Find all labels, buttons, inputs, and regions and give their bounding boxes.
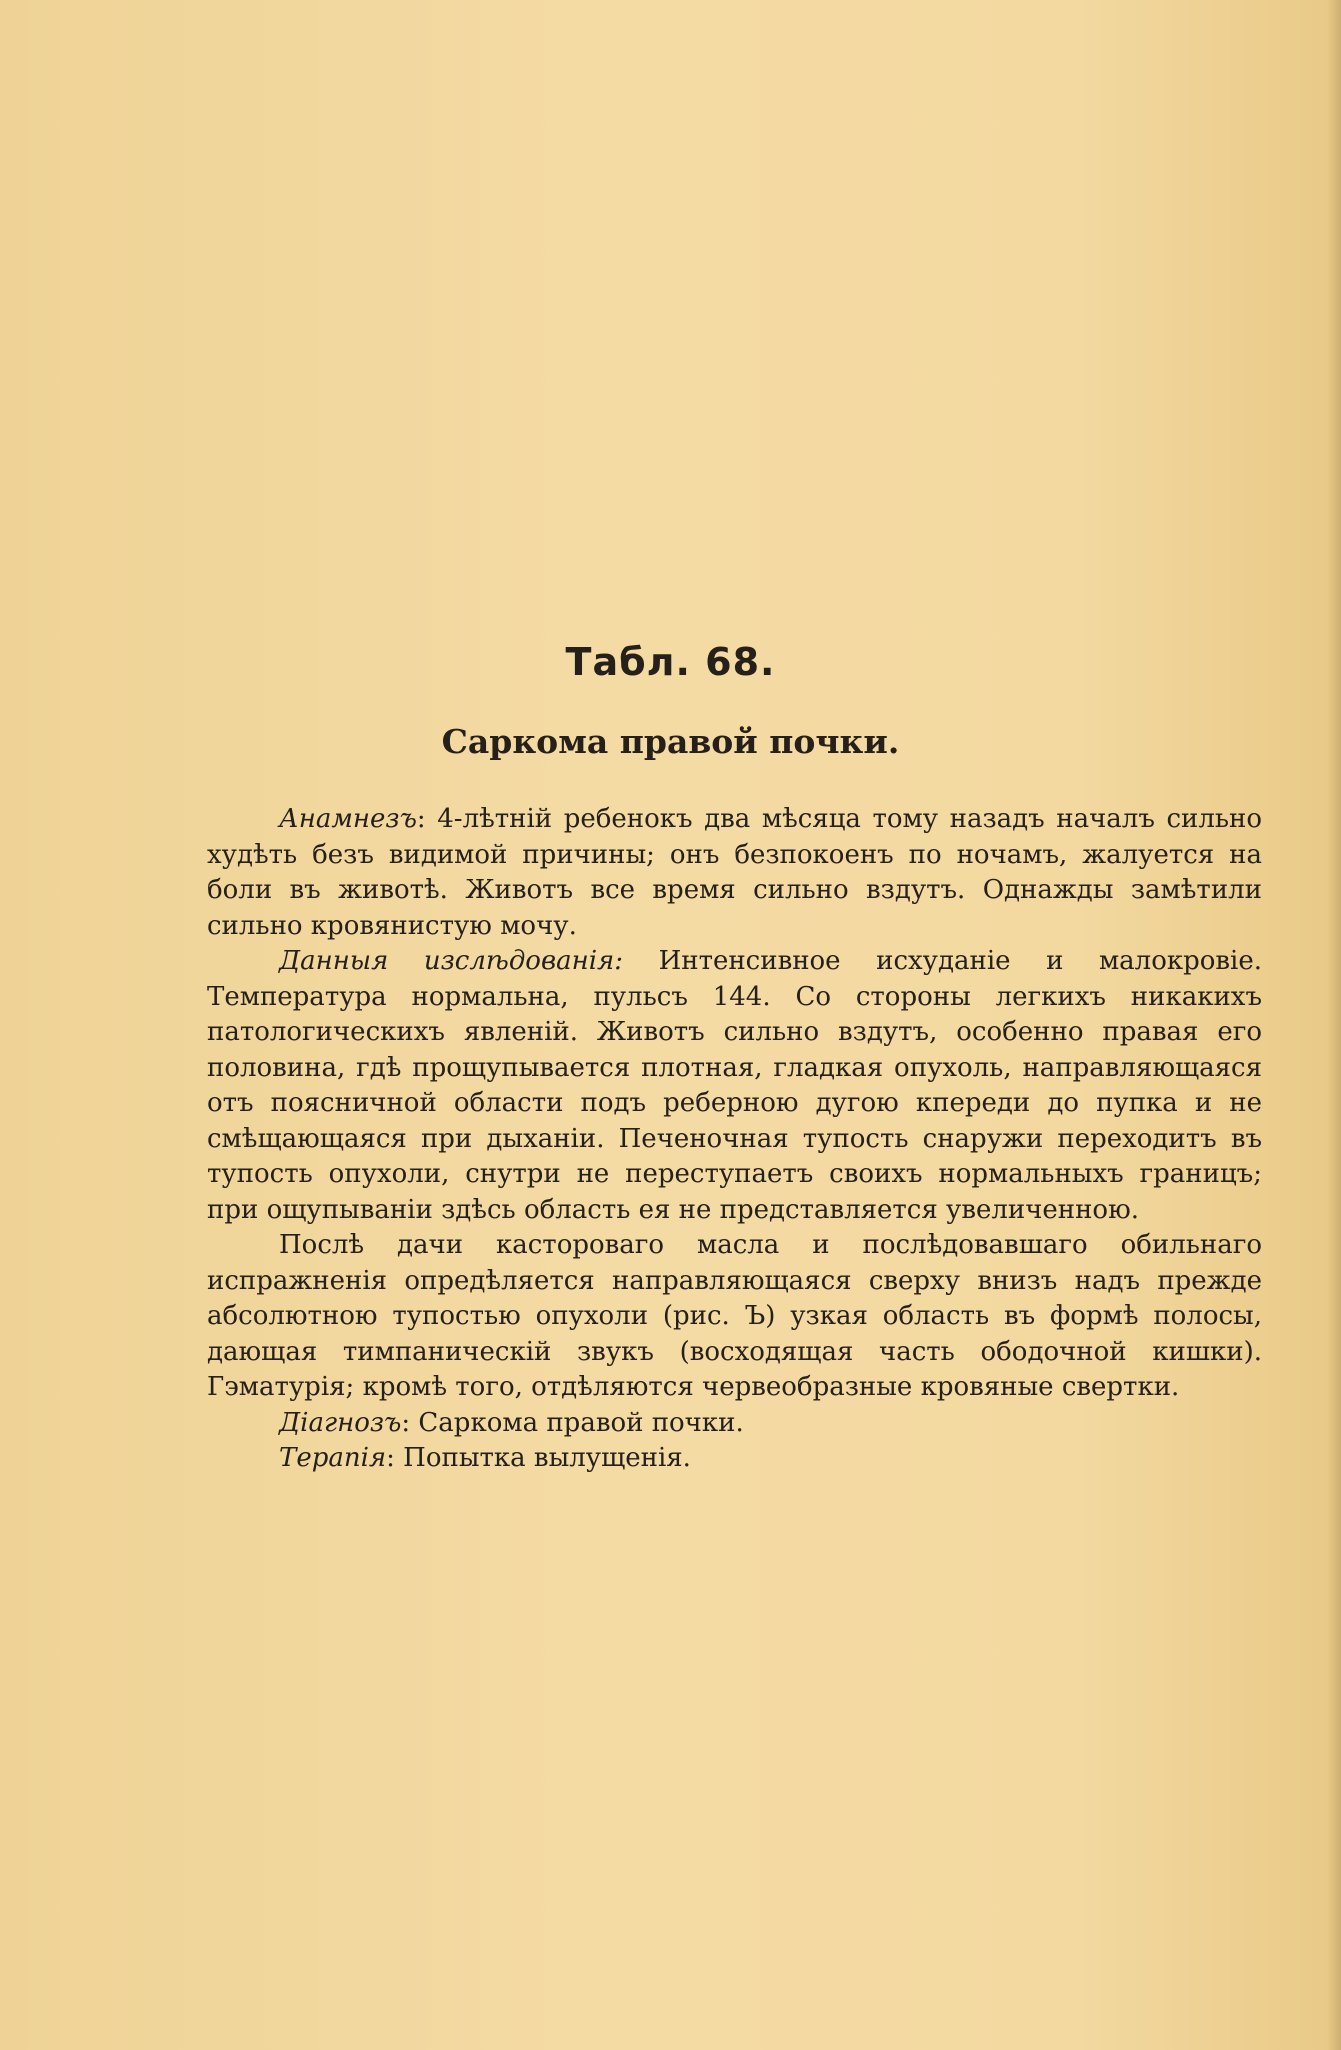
therapy-label: Терапія: [279, 1443, 387, 1473]
findings-paragraph: [207, 944, 1262, 1228]
anamnesis-text: : 4-лѣтній ребенокъ два мѣсяца тому назадъ началъ сильно худѣть безъ видимой причины; онъ безпокоенъ по ночамъ, жалуется на боли въ животѣ. Животъ все время сильно вздутъ. Однажды замѣтили сильно кровянистую мочу.: [207, 804, 1262, 941]
after-oil-text: Послѣ дачи касторовaго масла и послѣдовавшаго обильнаго испражненія опредѣляется направляющаяся сверху внизъ надъ прежде абсолютною тупостью опухоли (рис. Ъ) узкая область въ формѣ полосы, дающая тимпаническій звукъ (восходящая часть ободочной кишки). Гэматурія; кромѣ того, отдѣляются червеобразные кровяные свертки.: [207, 1230, 1262, 1402]
diagnosis-text: : Саркома правой почки.: [401, 1407, 744, 1438]
case-description: [207, 802, 1262, 1477]
diagnosis-label: Діагнозъ: [279, 1407, 402, 1438]
plate-title: Табл. 68.: [565, 640, 776, 684]
therapy-text: : Попытка вылущенія.: [386, 1443, 691, 1473]
anamnesis-label: Анамнезъ: [279, 804, 417, 834]
diagnosis-paragraph: [207, 1406, 1262, 1442]
page-edge-shadow: [1327, 0, 1341, 2050]
findings-label: Данныя изслѣдованія:: [279, 946, 624, 976]
after-oil-paragraph: [207, 1228, 1262, 1406]
anamnesis-paragraph: [207, 802, 1262, 944]
therapy-paragraph: [207, 1441, 1262, 1477]
findings-text: Интенсивное исхуданіе и малокровіе. Температура нормальна, пульсъ 144. Со стороны легкихъ никакихъ патологическихъ явленій. Животъ сильно вздутъ, особенно правая его половина, гдѣ прощупывается плотная, гладкая опухоль, направляющаяся отъ поясничной области подъ реберною дугою кпереди до пупка и не смѣщающаяся при дыханіи. Печеночная тупость снаружи переходитъ въ тупость опухоли, снутри не переступаетъ своихъ нормальныхъ границъ; при ощупываніи здѣсь область ея не представляется увеличенною.: [207, 946, 1263, 1225]
case-heading: Саркома правой почки.: [441, 722, 900, 761]
